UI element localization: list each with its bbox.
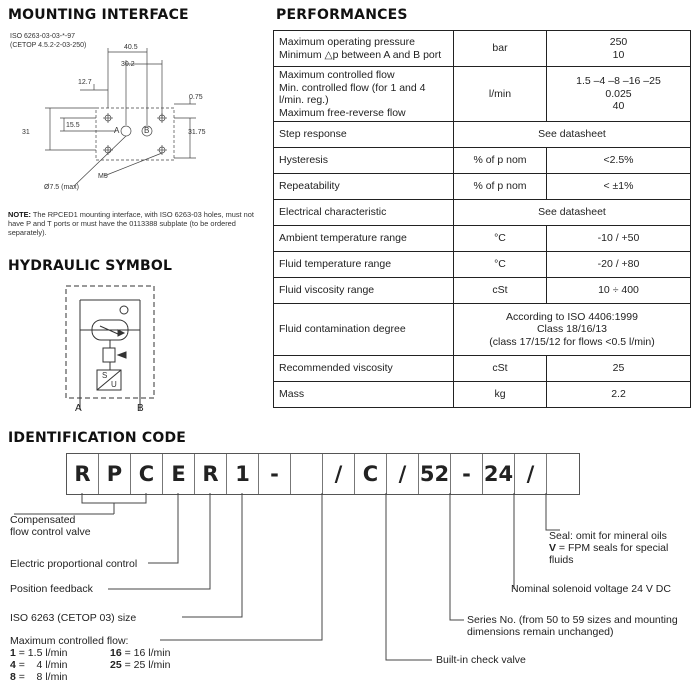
parameter-text: Ambient temperature range [279,232,407,245]
label-flow-title: Maximum controlled flow: [10,635,129,647]
mount-port-b: B [144,126,150,135]
value-text: <2.5% [603,154,634,167]
flow-options [10,647,210,683]
value-text: Class 18/16/13 [536,323,608,336]
unit-cell: cSt [454,356,547,382]
label-seal-2: V = FPM seals for special [549,542,669,554]
label-compensated-2: flow control valve [10,526,91,538]
parameter-text: Maximum free-reverse flow [279,106,406,119]
code-cell: P [99,454,131,494]
value-cell: See datasheet [454,122,691,148]
code-cell: 52 [419,454,451,494]
unit-cell: l/min [454,67,547,122]
value-text: 40 [612,100,625,113]
label-series [467,614,678,638]
parameter-text: Recommended viscosity [279,362,393,375]
value-text: 0.025 [605,87,632,100]
code-cell: / [515,454,547,494]
code-cell: R [67,454,99,494]
value-text: 25 [612,362,625,375]
flow-option: 4 = 4 l/min [10,659,68,671]
value-text: 10 ÷ 400 [598,284,639,297]
flow-option: 8 = 8 l/min [10,671,68,683]
code-cell: - [259,454,291,494]
parameter-text: Step response [279,128,347,141]
value-text: According to ISO 4406:1999 [506,310,638,323]
parameter-text: Repeatability [279,180,340,193]
flow-option: 16 = 16 l/min [110,647,171,659]
label-voltage: Nominal solenoid voltage 24 V DC [511,583,671,595]
parameter-text: Hysteresis [279,154,329,167]
code-cell: C [131,454,163,494]
standard-line2: (CETOP 4.5.2-2-03-250) [10,42,87,49]
label-series-2: dimensions remain unchanged) [467,626,614,638]
label-compensated [10,514,91,538]
code-cell: / [387,454,419,494]
code-cell: R [195,454,227,494]
code-cell: 1 [227,454,259,494]
dim-40-5: 40.5 [124,44,138,51]
note-text: The RPCED1 mounting interface, with ISO 6263-03 holes, must not have P and T ports or must have the 0113388 subplate (to be ordered separately). [8,210,254,238]
parameter-text: Fluid viscosity range [279,284,375,297]
dim-diameter: Ø7.5 (max) [44,184,80,191]
dim-30-2: 30.2 [121,61,135,68]
unit-cell: kg [454,382,547,408]
parameter-text: Mass [279,388,305,401]
value-text: (class 17/15/12 for flows <0.5 l/min) [489,335,655,348]
parameter-text: Min. controlled flow (for 1 and 4 l/min. reg.) [279,81,426,106]
code-cell: - [451,454,483,494]
symbol-port-b: B [137,403,144,414]
identification-heading: IDENTIFICATION CODE [8,430,187,446]
dim-31-75: 31.75 [188,129,206,136]
parameter-text: Maximum operating pressure [279,36,415,48]
label-seal-3: fluids [549,554,574,566]
hydraulic-heading: HYDRAULIC SYMBOL [8,258,173,274]
value-text: -20 / +80 [597,258,640,271]
unit-cell: °C [454,252,547,278]
label-compensated-1: Compensated [10,514,76,526]
unit-cell: % of p nom [454,148,547,174]
value-text: < ±1% [603,180,634,193]
label-seal-1: Seal: omit for mineral oils [549,530,667,542]
label-seal [549,530,668,566]
parameter-text: Maximum controlled flow [279,69,395,81]
flow-option: 1 = 1.5 l/min [10,647,68,659]
label-size: ISO 6263 (CETOP 03) size [10,612,137,624]
flow-row [10,671,210,683]
dim-0-75: 0.75 [189,94,203,101]
dim-12-7: 12.7 [78,79,92,86]
code-cell: C [355,454,387,494]
mount-port-a: A [114,126,120,135]
unit-cell: % of p nom [454,174,547,200]
parameter-text: Minimum △p between A and B port [279,48,442,61]
code-cell: 24 [483,454,515,494]
unit-cell: °C [454,226,547,252]
parameter-text: Electrical characteristic [279,206,387,219]
code-cell: E [163,454,195,494]
code-cell: / [323,454,355,494]
symbol-port-a: A [75,403,82,414]
label-position: Position feedback [10,583,93,595]
label-check-valve: Built-in check valve [436,654,526,666]
note-label: NOTE: [8,210,31,219]
dim-15-5: 15.5 [66,122,80,129]
value-text: 10 [612,48,625,61]
flow-row [10,659,210,671]
performances-heading: PERFORMANCES [276,7,408,23]
dim-m5: M5 [98,173,108,180]
flow-option: 25 = 25 l/min [110,659,171,671]
label-electric: Electric proportional control [10,558,138,570]
unit-cell: cSt [454,278,547,304]
value-text: 1.5 –4 –8 –16 –25 [576,75,661,88]
symbol-s: S [102,371,108,380]
parameter-text: Fluid contamination degree [279,323,406,336]
parameter-text: Fluid temperature range [279,258,392,271]
label-series-1: Series No. (from 50 to 59 sizes and mounting [467,614,678,626]
unit-cell: bar [454,31,547,67]
mounting-heading: MOUNTING INTERFACE [8,7,189,23]
symbol-u: U [111,380,117,389]
value-cell: See datasheet [454,200,691,226]
standard-line1: ISO 6263-03-03-*-97 [10,33,75,40]
value-text: 2.2 [611,388,626,401]
value-text: -10 / +50 [597,232,640,245]
value-text: 250 [609,36,628,48]
dim-31: 31 [22,129,30,136]
flow-row [10,647,210,659]
